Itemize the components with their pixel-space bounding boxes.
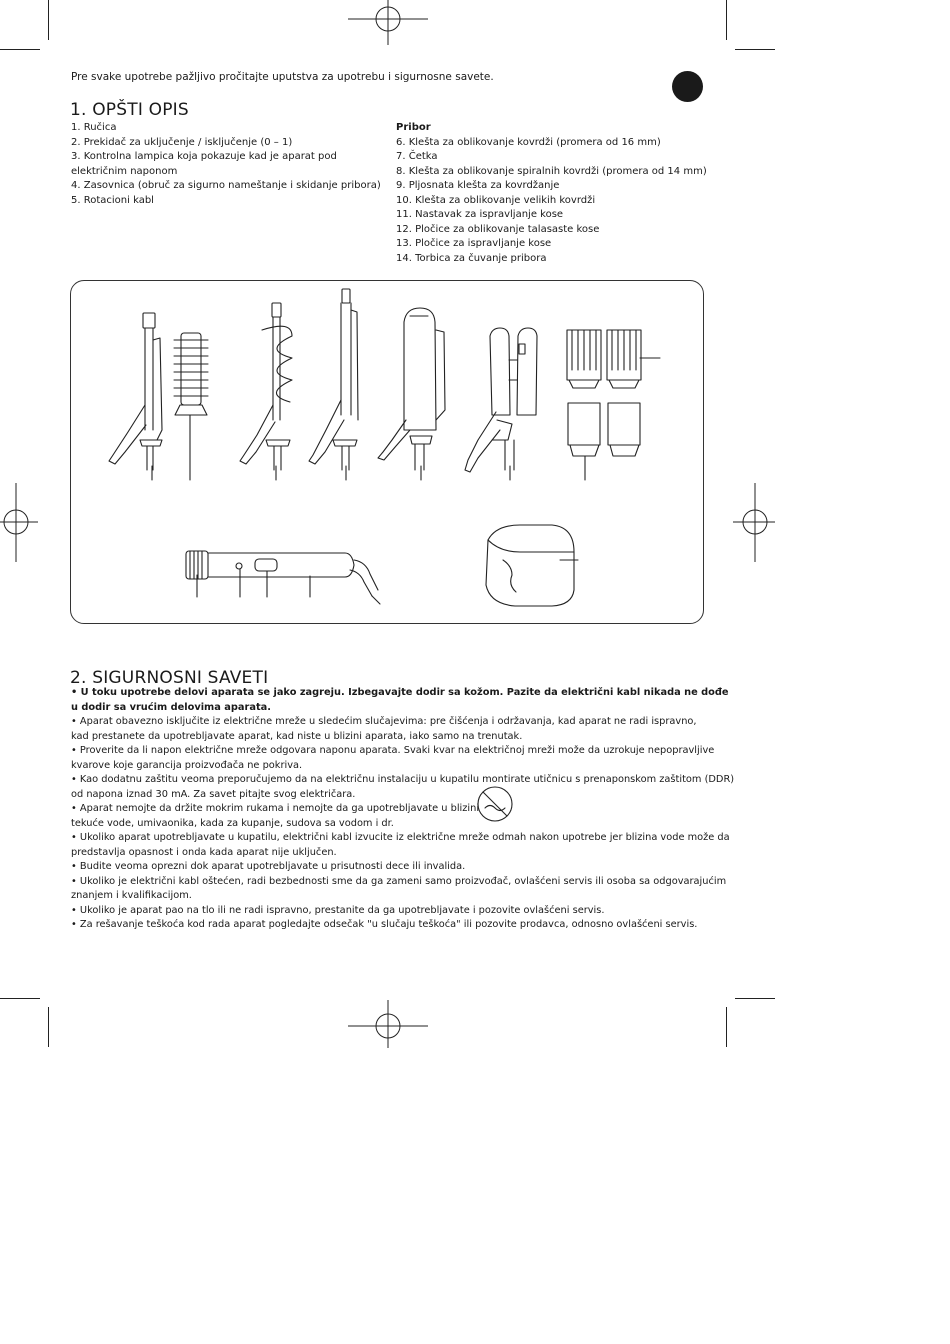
- safety-line: • Budite veoma oprezni dok aparat upotrebljavate u prisutnosti dece ili invalida.: [71, 861, 466, 872]
- safety-line: kvarove koje garancija proizvođača ne pokriva.: [71, 759, 303, 771]
- safety-text: [71, 686, 735, 933]
- large-curl-tong-icon: [378, 308, 445, 480]
- list-item: 7. Četka: [396, 151, 438, 162]
- list-item: 1. Ručica: [71, 122, 117, 133]
- safety-line: • Aparat nemojte da držite mokrim rukama i nemojte da ga upotrebljavate u blizini: [71, 803, 480, 814]
- list-item: 13. Pločice za ispravljanje kose: [396, 238, 552, 249]
- list-item: 6. Klešta za oblikovanje kovrdži (promera od 16 mm): [396, 136, 661, 148]
- safety-line: kad prestanete da upotrebljavate aparat, kad niste u blizini aparata, iako samo na trenutak.: [71, 730, 523, 742]
- straightening-plates-icon: [568, 403, 640, 480]
- intro-text: Pre svake upotrebe pažljivo pročitajte uputstva za upotrebu i sigurnosne savete.: [71, 71, 494, 83]
- warning-line: u dodir sa vrućim delovima aparata.: [71, 701, 271, 713]
- safety-line: • Ukoliko aparat upotrebljavate u kupatilu, električni kabl izvucite iz električne mreže odmah nakon upotrebe jer blizina vode može da: [71, 832, 730, 843]
- curling-tong-16mm-icon: [109, 313, 162, 480]
- safety-line: znanjem i kvalifikacijom.: [71, 890, 192, 901]
- brush-icon: [174, 333, 208, 480]
- spiral-tong-icon: [240, 303, 292, 480]
- safety-line: predstavlja opasnost i onda kada aparat nije uključen.: [71, 846, 337, 858]
- storage-pouch-icon: [486, 525, 578, 606]
- section-2-title: 2. SIGURNOSNI SAVETI: [70, 668, 269, 688]
- list-item: 8. Klešta za oblikovanje spiralnih kovrdži (promera od 14 mm): [396, 165, 707, 177]
- safety-line: • Ukoliko je aparat pao na tlo ili ne radi ispravno, prestanite da ga upotrebljavate i pozovite ovlašćeni servis.: [71, 904, 605, 916]
- list-item: 3. Kontrolna lampica koja pokazuje kad je aparat pod: [71, 151, 337, 162]
- list-item: električnim naponom: [71, 165, 178, 177]
- straightener-icon: [465, 328, 537, 480]
- list-item: 2. Prekidač za uključenje / isključenje (0 – 1): [71, 136, 293, 148]
- warning-line: • U toku upotrebe delovi aparata se jako zagreju. Izbegavajte dodir sa kožom. Pazite da električni kabl nikada ne dođe: [71, 687, 729, 698]
- safety-line: • Proverite da li napon električne mreže odgovara naponu aparata. Svaki kvar na električnoj mreži može da uzrokuje nepopravljive: [71, 745, 715, 756]
- waving-plates-icon: [567, 330, 660, 388]
- list-item: 9. Pljosnata klešta za kovrdžanje: [396, 180, 560, 191]
- safety-line: • Kao dodatnu zaštitu veoma preporučujemo da na električnu instalaciju u kupatilu montirate utičnicu s prenaponskom zaštitom (DDR): [71, 774, 735, 785]
- section-1-title: 1. OPŠTI OPIS: [70, 100, 189, 120]
- handle-icon: [186, 551, 380, 604]
- list-item: 10. Klešta za oblikovanje velikih kovrdži: [396, 194, 596, 206]
- list-item: 4. Zasovnica (obruč za sigurno nameštanje i skidanje pribora): [71, 180, 381, 191]
- list-item: 11. Nastavak za ispravljanje kose: [396, 209, 564, 220]
- list-item: 5. Rotacioni kabl: [71, 194, 154, 206]
- safety-line: • Za rešavanje teškoća kod rada aparat pogledajte odsečak "u slučaju teškoća" ili pozovite prodavca, odnosno ovlašćeni servis.: [71, 919, 698, 930]
- accessories-title: Pribor: [396, 122, 431, 133]
- safety-line: tekuće vode, umivaonika, kada za kupanje, sudova sa vodom i dr.: [71, 817, 394, 829]
- flat-tong-icon: [309, 289, 358, 480]
- safety-line: • Aparat obavezno isključite iz električne mreže u sledećim slučajevima: pre čišćenja i održavanja, kad aparat ne radi ispravno,: [71, 716, 697, 727]
- safety-line: od napona iznad 30 mA. Za savet pitajte svog električara.: [71, 788, 356, 800]
- safety-line: • Ukoliko je električni kabl oštećen, radi bezbednosti sme da ga zameni samo proizvođač, ovlašćeni servis ili osoba sa odgovarajućim: [71, 875, 727, 887]
- list-item: 12. Pločice za oblikovanje talasaste kose: [396, 223, 600, 235]
- list-item: 14. Torbica za čuvanje pribora: [396, 252, 547, 264]
